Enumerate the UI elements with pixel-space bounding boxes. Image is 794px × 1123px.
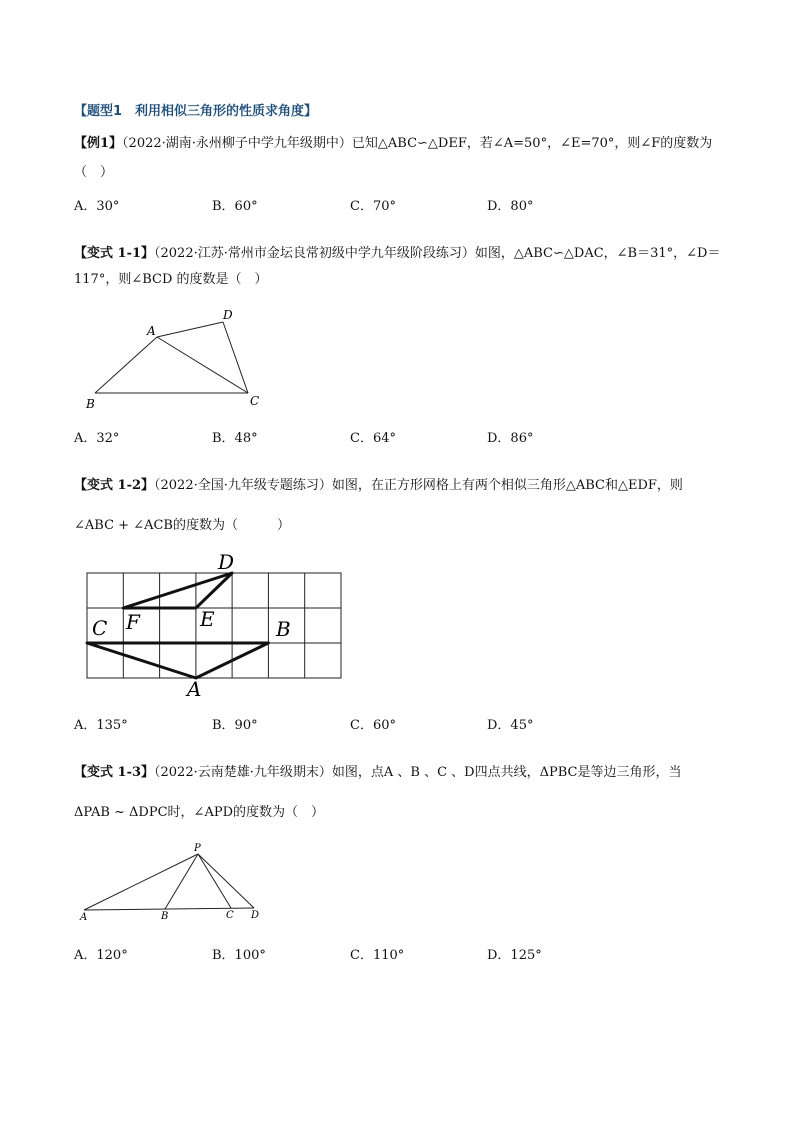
triangle-edf	[123, 573, 232, 608]
segment-dc	[223, 322, 248, 393]
section-heading: 【题型1 利用相似三角形的性质求角度】	[74, 104, 318, 119]
question-1	[74, 134, 712, 154]
option-d: D．86°	[487, 431, 534, 446]
label-b: B	[276, 617, 291, 641]
option-c: C．64°	[350, 431, 396, 446]
label-a: A	[187, 677, 202, 700]
triangle-abc	[87, 643, 268, 678]
question-label: 【变式 1-2】	[74, 478, 155, 493]
question-2-cont: 117°，则∠BCD 的度数是（ ）	[74, 272, 268, 287]
label-d: D	[223, 308, 233, 322]
figure-q3	[80, 548, 350, 700]
option-c: C．70°	[350, 199, 396, 214]
option-d: D．80°	[487, 199, 534, 214]
label-c: C	[92, 616, 108, 640]
question-text: 如图，△ABC∽△DAC，∠B＝31°，∠D＝	[474, 246, 721, 261]
label-p: P	[194, 843, 201, 854]
question-text: 如图，在正方形网格上有两个相似三角形△ABC和△EDF，则	[331, 478, 683, 493]
label-d: D	[251, 910, 260, 921]
option-b: B．48°	[212, 431, 258, 446]
segment-ac	[157, 337, 248, 393]
option-a: A．135°	[74, 718, 128, 733]
label-e: E	[200, 607, 215, 631]
question-source: （2022·云南楚雄·九年级期末）	[154, 765, 332, 780]
option-a: A．32°	[74, 431, 120, 446]
option-b: B．60°	[212, 199, 258, 214]
question-source: （2022·全国·九年级专题练习）	[154, 478, 332, 493]
option-b: B．90°	[212, 718, 258, 733]
option-d: D．125°	[487, 948, 542, 963]
label-a: A	[80, 912, 88, 923]
option-c: C．110°	[350, 948, 405, 963]
question-4	[74, 763, 681, 783]
option-a: A．30°	[74, 199, 120, 214]
segment-ad	[157, 322, 223, 337]
question-2	[74, 244, 720, 264]
question-label: 【变式 1-3】	[74, 765, 155, 780]
answer-paren: （ ）	[74, 165, 114, 180]
question-label: 【变式 1-1】	[74, 246, 155, 261]
question-source: （2022·湖南·永州柳子中学九年级期中）	[122, 136, 352, 151]
label-f: F	[126, 610, 140, 634]
label-b: B	[86, 397, 95, 411]
label-c: C	[226, 910, 234, 921]
question-text: 如图，点A 、B 、C 、D四点共线，ΔPBC是等边三角形，当	[331, 765, 682, 780]
label-a: A	[147, 324, 156, 338]
question-3-cont: ∠ABC + ∠ACB的度数为（ ）	[74, 518, 290, 533]
label-d: D	[218, 550, 235, 574]
figure-q4	[74, 838, 274, 928]
question-source: （2022·江苏·常州市金坛良常初级中学九年级阶段练习）	[154, 246, 475, 261]
option-c: C．60°	[350, 718, 396, 733]
question-label: 【例1】	[74, 136, 123, 151]
label-c: C	[250, 394, 260, 408]
question-4-cont: ΔPAB ~ ΔDPC时，∠APD的度数为（ ）	[74, 805, 324, 820]
option-d: D．45°	[487, 718, 534, 733]
label-b: B	[161, 911, 169, 922]
question-text: 已知△ABC∽△DEF，若∠A=50°，∠E=70°，则∠F的度数为	[351, 136, 713, 151]
option-b: B．100°	[212, 948, 266, 963]
question-3	[74, 476, 683, 496]
segment-ba	[95, 337, 157, 393]
figure-q2	[80, 305, 270, 415]
option-a: A．120°	[74, 948, 128, 963]
